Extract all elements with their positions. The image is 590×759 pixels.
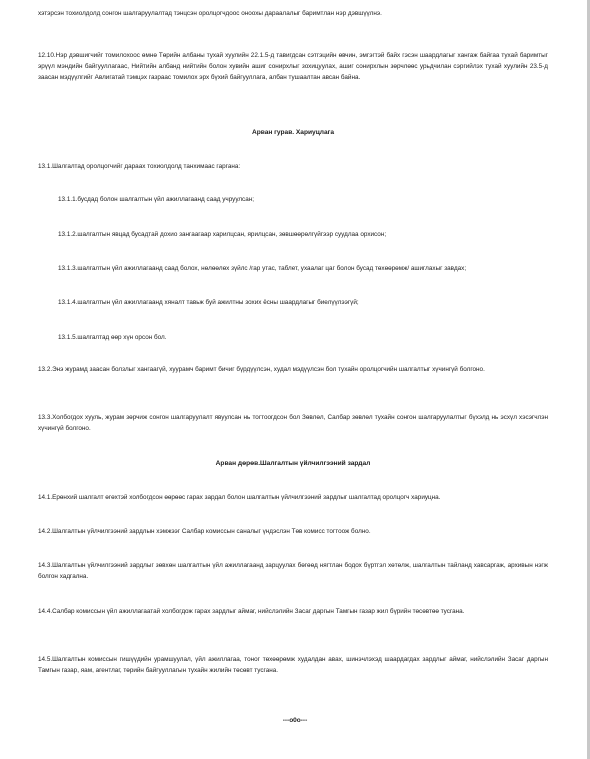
paragraph-13-1-2: 13.1.2.шалгалтын явцад бусадтай дохио зангаагаар харилцсан, ярилцсан, зөвшөөрөлгүйгээр суудлаа орхисон; bbox=[58, 231, 387, 238]
section-heading-13: Арван гурав. Хариуцлага bbox=[251, 129, 335, 136]
paragraph-14-4: 14.4.Салбар комиссын үйл ажиллагаатай холбогдож гарах зардлыг аймаг, нийслэлийн Засаг даргын Тамгын газар жил бүрийн төсөвтөө тусгана. bbox=[38, 608, 465, 615]
paragraph-13-3: 13.3.Холбогдох хууль, журам зөрчиж сонгон шалгаруулалт явуулсан нь тогтоогдсон бол Зөвлөл, Салбар зөвлөл тухайн сонгон шалгаруулалтыг бүхэлд нь эсхүл хэсэгчлэн хүчингүй болгоно. bbox=[38, 414, 548, 432]
section-heading-14: Арван дөрөв.Шалгалтын үйлчилгээний зардал bbox=[215, 460, 371, 467]
paragraph-12-10: 12.10.Нэр дэвшигчийг томилохоос өмнө Төрийн албаны тухай хуулийн 22.1.5-д тавигдсан сэтгэцийн өвчин, эмгэгтэй байх гэсэн шаардлагыг хангаж байгаа тухай баримтыг эрүүл мэндийн байгууллагаас, Нийтийн албанд нийтийн болон хувийн ашиг сонирхлыг зохицуулах, ашиг сонирхлын зөрчлөөс урьдчилан сэргийлэх тухай хуулийн 23.5-д заасан мэдүүлгийг Авлигатай тэмцэх газраас томилох эрх бүхий байгууллага, албан тушаалтан авсан байна. bbox=[38, 52, 548, 81]
paragraph-12-9-continuation: хэтэрсэн тохиолдолд сонгон шалгаруулалтад тэнцсэн оролцогчдоос оноохы дараалалыг баримтлан нэр дэвшүүлнэ. bbox=[38, 10, 382, 17]
paragraph-14-5: 14.5.Шалгалтын комиссын гишүүдийн урамшуулал, үйл ажиллагаа, тоног төхөөрөмж худалдан авах, шинэчлэхэд шаардагдах зардлыг аймаг, нийслэлийн Засаг даргын Тамгын газар, яам, агентлаг, төрийн байгууллагын тухайн жилийн төсөвт тусгана. bbox=[38, 656, 548, 674]
paragraph-13-1: 13.1.Шалгалтад оролцогчийг дараах тохиолдолд танхимаас гаргана: bbox=[38, 163, 241, 170]
paragraph-13-1-1: 13.1.1.бусдад болон шалгалтын үйл ажиллагаанд саад учруулсан; bbox=[58, 196, 255, 203]
paragraph-14-3: 14.3.Шалгалтын үйлчилгээний зардлыг зөвхөн шалгалтын үйл ажиллагаанд зарцуулах бөгөөд нягтлан бодох бүртгэл хөтөлж, шалгалтын тайланд хавсаргаж, архивын нэгж болгон хадгална. bbox=[38, 562, 548, 580]
end-of-document-mark: ---o0o--- bbox=[282, 717, 308, 724]
paragraph-14-1: 14.1.Ерөнхий шалгалт өгөхтэй холбогдсон өөрөөс гарах зардал болон шалгалтын үйлчилгээний зардлыг шалгалтад оролцогч хариуцна. bbox=[38, 494, 441, 501]
paragraph-13-1-4: 13.1.4.шалгалтын үйл ажиллагаанд хяналт тавьж буй ажилтны зохих ёсны шаардлагыг биелүүлээгүй; bbox=[58, 299, 359, 306]
paragraph-14-2: 14.2.Шалгалтын үйлчилгээний зардлын хэмжээг Салбар комиссын саналыг үндэслэн Төв комисс тогтоож болно. bbox=[38, 528, 371, 535]
paragraph-13-2: 13.2.Энэ журамд заасан болзлыг хангаагүй, хуурамч баримт бичиг бүрдүүлсэн, худал мэдүүлсэн бол тухайн оролцогчийн шалгалтыг хүчингүй болгоно. bbox=[38, 366, 485, 373]
paragraph-13-1-3: 13.1.3.шалгалтын үйл ажиллагаанд саад болох, нөлөөлөх зүйлс /гар утас, таблет, ухаалаг цаг болон бусад төхөөрөмж/ ашиглахыг завдах; bbox=[58, 265, 467, 272]
paragraph-13-1-5: 13.1.5.шалгалтад өөр хүн орсон бол. bbox=[58, 334, 167, 341]
